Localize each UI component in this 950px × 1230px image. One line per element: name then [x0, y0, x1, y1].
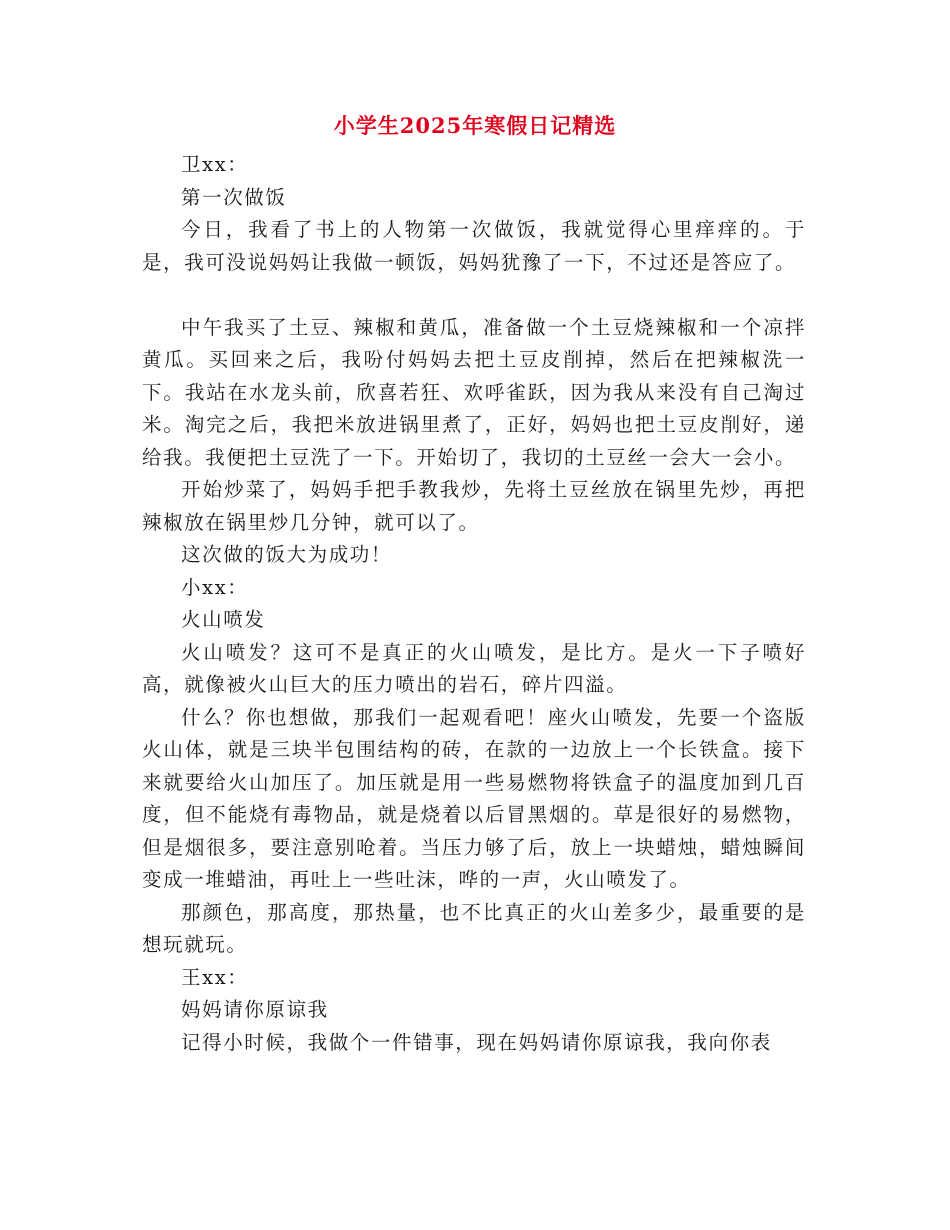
- paragraph: 记得小时候，我做个一件错事，现在妈妈请你原谅我，我向你表: [181, 1030, 772, 1054]
- document-body: [142, 149, 806, 1059]
- author-line: 王xx：: [181, 965, 249, 989]
- paragraph: 今日，我看了书上的人物第一次做饭，我就觉得心里痒痒的。于是，我可没说妈妈让我做一顿饭，妈妈犹豫了一下，不过还是答应了。: [142, 218, 806, 274]
- paragraph: 开始炒菜了，妈妈手把手教我炒，先将土豆丝放在锅里先炒，再把辣椒放在锅里炒几分钟，就可以了。: [142, 478, 806, 534]
- entry-title: 火山喷发: [181, 608, 266, 631]
- paragraph: 那颜色，那高度，那热量，也不比真正的火山差多少，最重要的是想玩就玩。: [142, 900, 806, 956]
- paragraph: 中午我买了土豆、辣椒和黄瓜，准备做一个土豆烧辣椒和一个凉拌黄瓜。买回来之后，我吩付妈妈去把土豆皮削掉，然后在把辣椒洗一下。我站在水龙头前，欣喜若狂、欢呼雀跃，因为我从来没有自己淘过米。淘完之后，我把米放进锅里煮了，正好，妈妈也把土豆皮削好，递给我。我便把土豆洗了一下。开始切了，我切的土豆丝一会大一会小。: [142, 315, 806, 469]
- paragraph: 这次做的饭大为成功！: [181, 543, 393, 566]
- document-title: 小学生2025年寒假日记精选: [333, 113, 617, 138]
- author-line: 卫xx：: [181, 153, 249, 176]
- entry-title: 第一次做饭: [181, 185, 287, 209]
- author-line: 小xx：: [181, 575, 249, 599]
- entry-title: 妈妈请你原谅我: [181, 998, 329, 1021]
- paragraph: 什么？你也想做，那我们一起观看吧！座火山喷发，先要一个盗版火山体，就是三块半包围结构的砖，在款的一边放上一个长铁盒。接下来就要给火山加压了。加压就是用一些易燃物将铁盒子的温度加到几百度，但不能烧有毒物品，就是烧着以后冒黑烟的。草是很好的易燃物，但是烟很多，要注意别呛着。当压力够了后，放上一块蜡烛，蜡烛瞬间变成一堆蜡油，再吐上一些吐沫，哗的一声，火山喷发了。: [142, 705, 806, 891]
- paragraph: 火山喷发？这可不是真正的火山喷发，是比方。是火一下子喷好高，就像被火山巨大的压力喷出的岩石，碎片四溢。: [142, 640, 806, 696]
